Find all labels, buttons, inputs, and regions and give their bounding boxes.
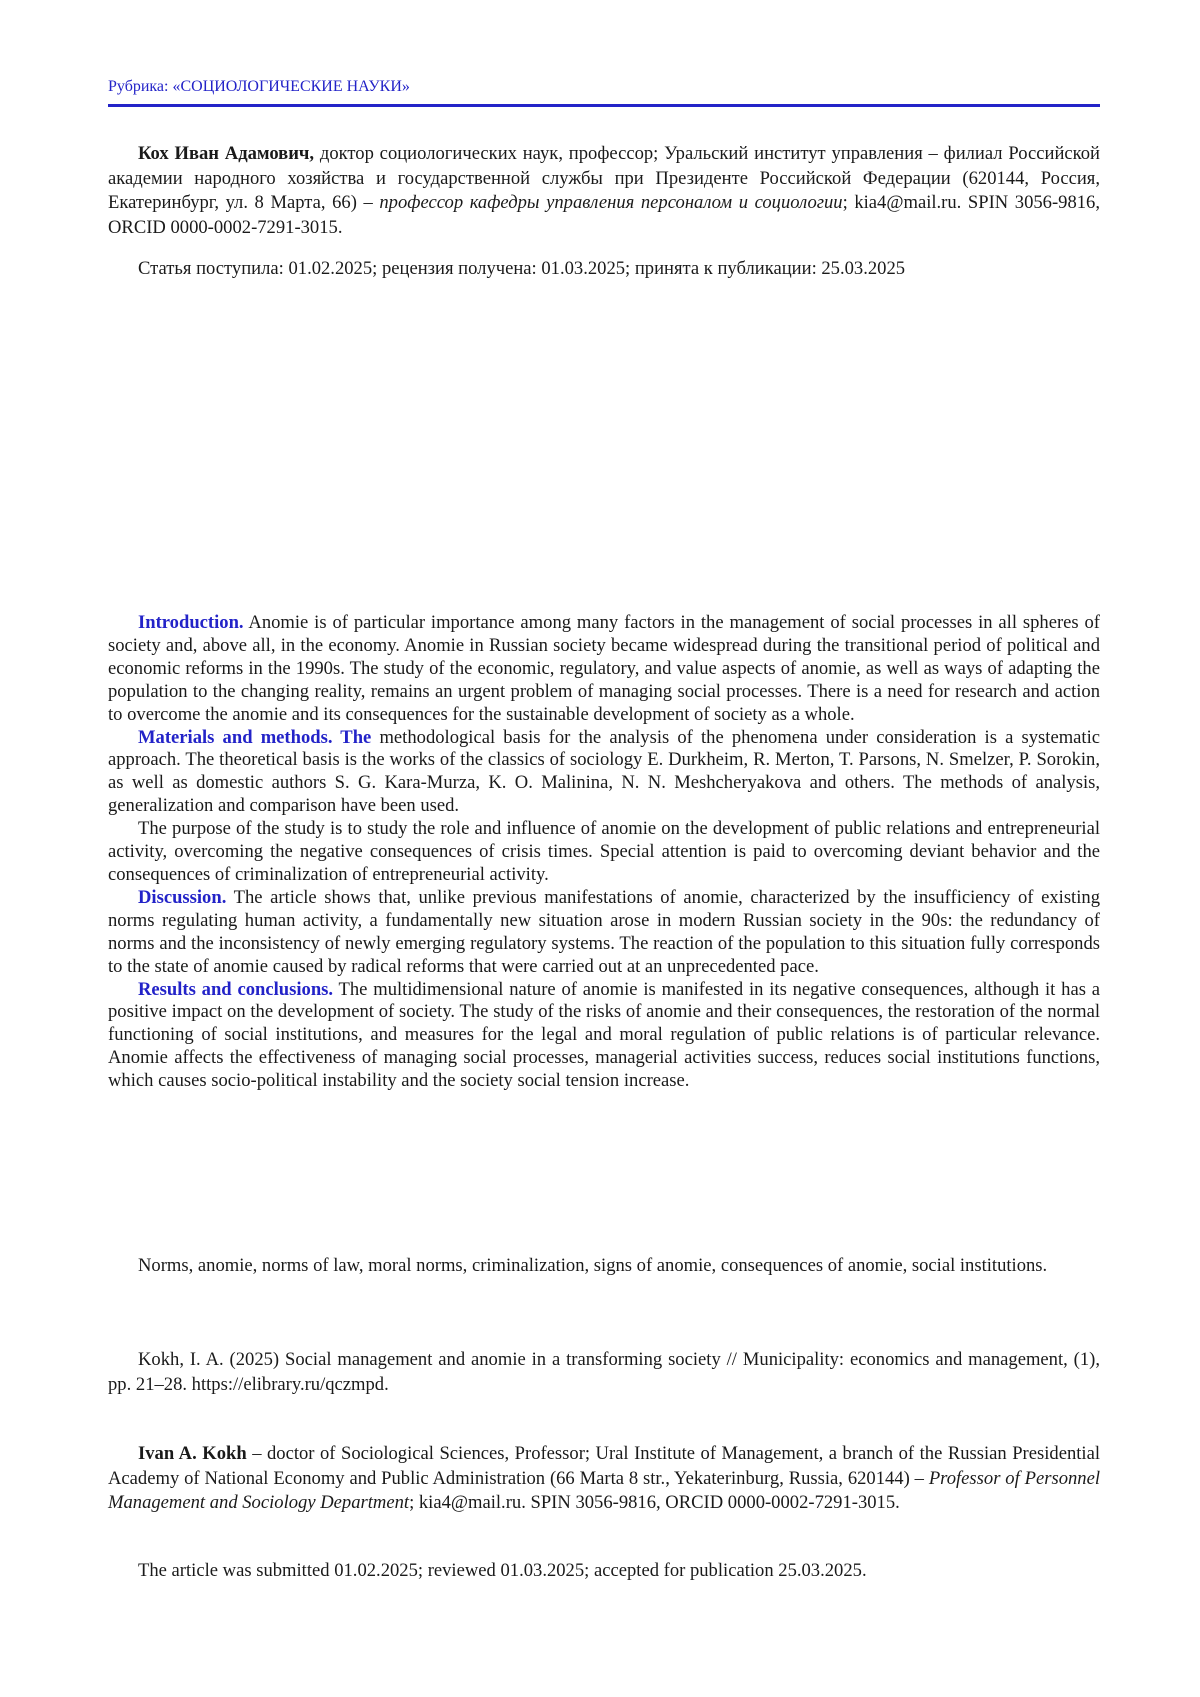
author-affiliation-en: – doctor of Sociological Sciences, Professor; Ural Institute of Management, a branch of the Russian Presidential Academy of National Economy and Public Administration (66 Marta 8 str., Yekaterinburg, Russia, 620144) – [108,1443,1100,1489]
section-text: The purpose of the study is to study the role and influence of anomie on the development of public relations and entrepreneurial activity, overcoming the negative consequences of crisis times. Special attention is paid to overcoming deviant behavior and the consequences of criminalization of entrepreneurial activity. [108,818,1100,885]
abstract-discussion [108,887,1100,979]
section-text: methodological basis for the analysis of the phenomena under consideration is a systematic approach. The theoretical basis is the works of the classics of sociology E. Durkheim, R. Merton, T. Parsons, N. Smelzer, P. Sorokin, as well as domestic authors S. G. Kara-Murza, K. O. Malinina, N. N. Meshcheryakova and others. The methods of analysis, generalization and comparison have been used. [108,727,1100,817]
author-position-en: Professor of Personnel Management and Sociology Department [108,1468,1100,1514]
abstract-methods [108,727,1100,819]
author-name-en: Ivan A. Kokh [138,1443,247,1464]
section-heading: Materials and methods. The [138,727,371,748]
abstract-results [108,979,1100,1094]
abstract-purpose [108,818,1100,887]
abstract-introduction [108,612,1100,727]
keywords-text: Norms, anomie, norms of law, moral norms, criminalization, signs of anomie, consequences of anomie, social institutions. [108,1254,1100,1279]
citation [108,1348,1100,1397]
citation-text: Kokh, I. A. (2025) Social management and anomie in a transforming society // Municipality: economics and management, (1), pp. 21–28. https://elibrary.ru/qczmpd. [108,1348,1100,1397]
dates-ru-text: Статья поступила: 01.02.2025; рецензия получена: 01.03.2025; принята к публикации: 25.03.2025 [108,257,1100,282]
section-heading: Introduction. [138,612,244,633]
author-contacts-en: ; kia4@mail.ru. SPIN 3056-9816, ORCID 0000-0002-7291-3015. [409,1492,900,1513]
rubric-header: Рубрика: «СОЦИОЛОГИЧЕСКИЕ НАУКИ» [108,78,410,96]
section-heading: Discussion. [138,887,226,908]
dates-en-text: The article was submitted 01.02.2025; reviewed 01.03.2025; accepted for publication 25.03.2025. [108,1559,1100,1584]
section-text: Anomie is of particular importance among many factors in the management of social processes in all spheres of society and, above all, in the economy. Anomie in Russian society became widespread during the transitional period of political and economic reforms in the 1990s. The study of the economic, regulatory, and value aspects of anomie, as well as ways of adapting the population to the changing reality, remains an urgent problem of managing social processes. There is a need for research and action to overcome the anomie and its consequences for the sustainable development of society as a whole. [108,612,1100,725]
author-affiliation-ru: доктор социологических наук, профессор; Уральский институт управления – филиал Российской академии народного хозяйства и государственной службы при Президенте Российской Федерации (620144, Россия, Екатеринбург, ул. 8 Марта, 66) – [108,143,1100,213]
author-name-ru: Кох Иван Адамович, [138,143,314,164]
author-info-ru [108,142,1100,240]
dates-en [108,1559,1100,1584]
section-text: The article shows that, unlike previous manifestations of anomie, characterized by the insufficiency of existing norms regulating human activity, a fundamentally new situation arose in modern Russian society in the 90s: the redundancy of norms and the inconsistency of newly emerging regulatory systems. The reaction of the population to this situation fully corresponds to the state of anomie caused by radical reforms that were carried out at an unprecedented pace. [108,887,1100,977]
keywords [108,1254,1100,1279]
section-heading: Results and conclusions. [138,979,333,1000]
author-contacts-ru: ; kia4@mail.ru. SPIN 3056-9816, ORCID 0000-0002-7291-3015. [108,192,1100,238]
author-position-ru: профессор кафедры управления персоналом и социологии [379,192,842,213]
author-info-en [108,1442,1100,1516]
header-divider [108,104,1100,107]
dates-ru [108,257,1100,282]
section-text: The multidimensional nature of anomie is manifested in its negative consequences, although it has a positive impact on the development of society. The study of the risks of anomie and their consequences, the restoration of the normal functioning of social institutions, and measures for the legal and moral regulation of public relations is of particular relevance. Anomie affects the effectiveness of managing social processes, managerial activities success, reduces social institutions functions, which causes socio-political instability and the society social tension increase. [108,979,1100,1092]
abstract [108,612,1100,1093]
page [0,0,1200,1697]
